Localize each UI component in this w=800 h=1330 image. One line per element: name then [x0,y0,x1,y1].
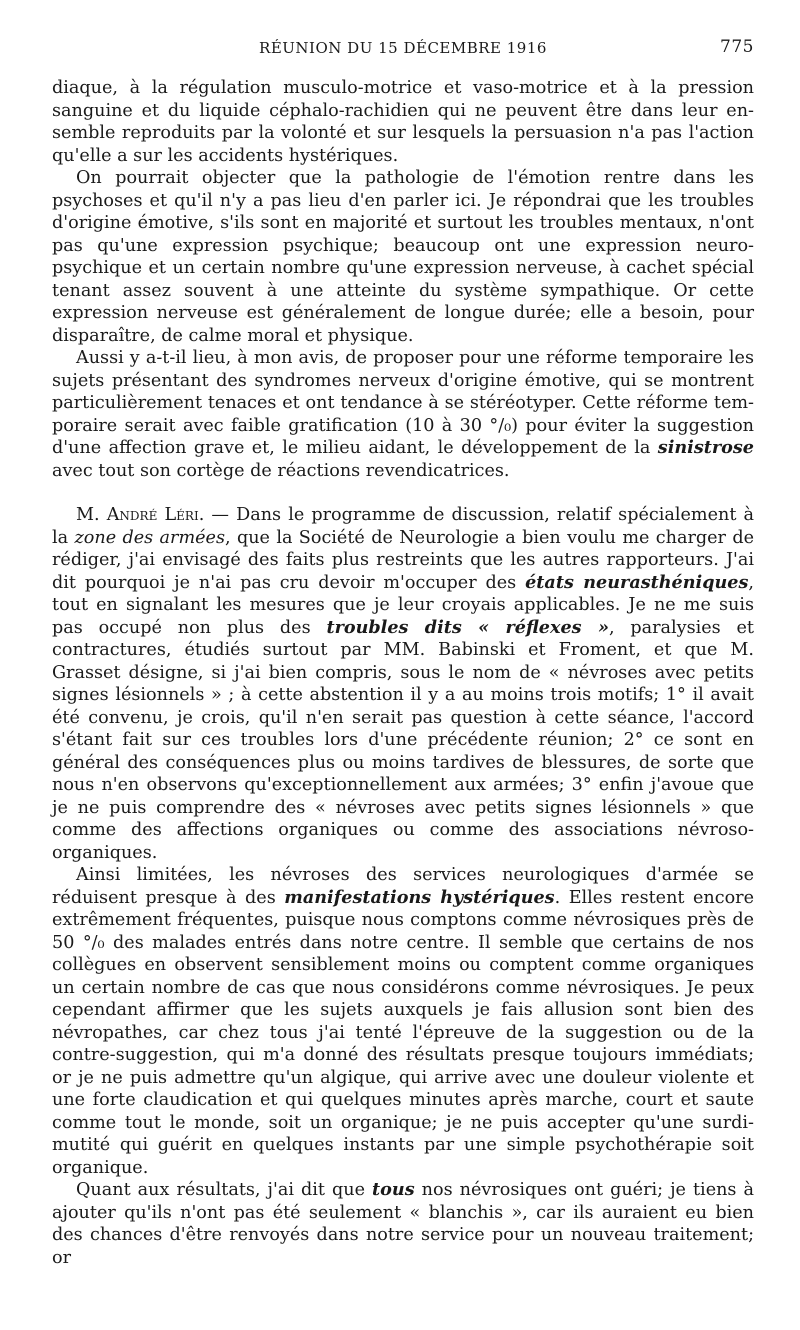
p3-text-before: Aussi y a-t-il lieu, à mon avis, de proposer pour une réforme temporaire les sujets présentant des syndromes nerveux d'origine émotive, qui se montrent particulièrement tenaces et ont tendance à se stéréotyper. Cette réforme temporaire serait avec faible gratification (10 à 30 °/₀) pour éviter la suggestion d'une affection grave et, le milieu aidant, le développement de la [52,348,754,458]
term-troubles-reflexes: troubles dits « réflexes » [326,616,609,638]
speaker-name: M. André Léri [76,505,199,525]
term-tous: tous [372,1179,415,1200]
term-etats-neurastheniques: états neurasthéniques [525,571,749,593]
paragraph-4 [52,504,754,864]
running-title: RÉUNION DU 15 DÉCEMBRE 1916 [259,39,547,57]
p6-text-2: nos névrosiques ont guéri; je tiens à ajouter qu'ils n'ont pas été seulement « blanchis », car ils auraient eu bien des chances d'être renvoyés dans notre service pour un nouveau traitement; or [52,1180,754,1268]
p6-text-1: Quant aux résultats, j'ai dit que [76,1180,373,1200]
paragraph-6 [52,1179,754,1269]
p4-text-4: , paralysies et contractures, étudiés surtout par MM. Babinski et Froment, et que M. Grasset désigne, si j'ai bien compris, sous le nom de « névroses avec petits signes lésionnels » ; à cette abstention il y a au moins trois motifs; 1° il avait été convenu, je crois, qu'il n'en serait pas question à cette séance, l'accord s'étant fait sur ces troubles lors d'une précédente réunion; 2° ce sont en général des conséquences plus ou moins tardives de blessures, de sorte que nous n'en observons qu'exceptionnellement aux armées; 3° enfin j'avoue que je ne puis comprendre des « névroses avec petits signes lésionnels » que comme des affections organiques ou comme des associations névroso-organiques. [52,617,754,863]
term-zone-des-armees: zone des armées [74,527,225,548]
p5-text-2: . Elles restent encore extrêmement fréquentes, puisque nous comptons comme névrosiques près de 50 °/₀ des malades entrés dans notre centre. Il semble que certains de nos collègues en observent sensiblement moins ou comptent comme organiques un certain nombre de cas que nous considérons comme névrosiques. Je peux cependant affirmer que les sujets auxquels je fais allusion sont bien des névropathes, car chez tous j'ai tenté l'épreuve de la suggestion ou de la contre-suggestion, qui m'a donné des résultats presque toujours immédiats; or je ne puis admettre qu'un algique, qui arrive avec une douleur violente et une forte claudication et qui quelques minutes après marche, court et saute comme tout le monde, soit un organique; je ne puis accepter qu'une surdi-mutité qui guérit en quelques instants par une simple psychothérapie soit organique. [52,887,754,1178]
page-header [52,37,754,61]
term-manifestations-hysteriques: manifestations hystériques [284,886,555,908]
page-number: 775 [720,37,754,57]
p4-text-3: , tout en signalant les mesures que je leur croyais applicables. Je ne me suis pas occupé non plus des [52,572,754,638]
p4-text-1: . — Dans le programme de discussion, relatif spécialement à la [52,505,754,548]
paragraph-1: diaque, à la régulation musculo-motrice et vaso-motrice et à la pression sanguine et du liquide céphalo-rachidien qui ne peuvent être dans leur ensemble reproduits par la volonté et sur lesquels la persuasion n'a pas l'action qu'elle a sur les accidents hystériques. [52,78,754,166]
p5-text-1: Ainsi limitées, les névroses des services neurologiques d'armée se réduisent presque à des [52,865,754,908]
p3-text-after: avec tout son cortège de réactions revendicatrices. [52,460,510,481]
article-body [52,77,754,1269]
paragraph-3 [52,347,754,482]
paragraph-5 [52,864,754,1179]
term-sinistrose: sinistrose [657,437,754,458]
p4-text-2: , que la Société de Neurologie a bien voulu me charger de rédiger, j'ai envisagé des faits plus restreints que les autres rapporteurs. J'ai dit pourquoi je n'ai pas cru devoir m'occuper des [52,527,754,593]
paragraph-2: On pourrait objecter que la pathologie de l'émotion rentre dans les psychoses et qu'il n'y a pas lieu d'en parler ici. Je répondrai que les troubles d'origine émotive, s'ils sont en majorité et surtout les troubles mentaux, n'ont pas qu'une expression psychique; beaucoup ont une expression neuro-psychique et un certain nombre qu'une expression nerveuse, à cachet spécial tenant assez souvent à une atteinte du système sympathique. Or cette expression nerveuse est généralement de longue durée; elle a besoin, pour disparaître, de calme moral et physique. [52,168,754,346]
